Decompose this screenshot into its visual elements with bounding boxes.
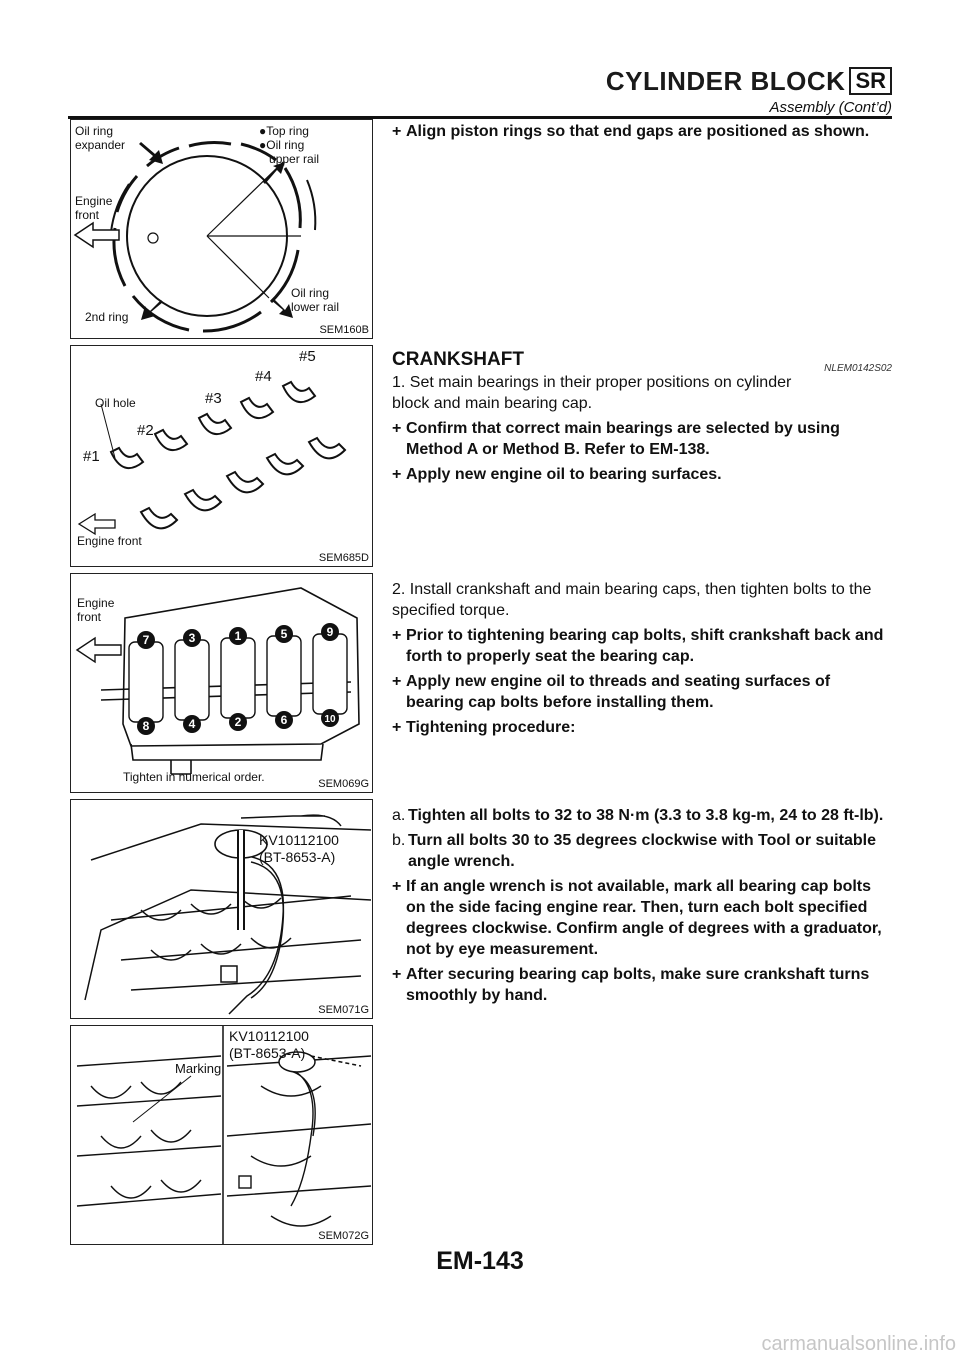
bolt-number: 5 (280, 627, 288, 641)
list-item: + After securing bearing cap bolts, make sure crankshaft turns smoothly by hand. (392, 966, 870, 1004)
section-crankshaft (392, 349, 892, 489)
header-title: CYLINDER BLOCK (605, 66, 846, 96)
bolt-number: 3 (188, 631, 196, 645)
label-oil-ring-expander: Oil ring expander (75, 124, 126, 152)
step-2: 2. Install crankshaft and main bearing caps, then tighten bolts to the specified torque. (392, 581, 872, 619)
label-engine-front: Engine front (77, 534, 142, 548)
label-top-ring: ●Top ring ●Oil ring upper rail (259, 124, 320, 166)
bolt-number: 6 (280, 713, 288, 727)
figure-main-bearings (70, 345, 373, 567)
label-engine-front: Engine front (77, 596, 115, 624)
figure-caption: SEM069G (318, 778, 369, 790)
bolt-number: 1 (234, 629, 242, 643)
list-item: + Apply new engine oil to bearing surfaces. (392, 466, 722, 483)
bolt-number: 9 (326, 625, 334, 639)
page-header (606, 66, 892, 116)
label-bearing-3: #3 (205, 390, 222, 407)
label-oil-hole: Oil hole (95, 396, 136, 410)
list-item: + Prior to tightening bearing cap bolts, shift crankshaft back and forth to properly seat the bearing cap. (392, 627, 884, 665)
watermark: carmanualsonline.info (761, 1333, 956, 1355)
label-tool-number: KV10112100 (BT-8653-A) (259, 832, 339, 865)
figure-caption: SEM160B (319, 324, 369, 336)
page-number: EM-143 (436, 1247, 524, 1275)
reference-code: NLEM0142S02 (824, 363, 892, 374)
figure-caption: SEM071G (318, 1004, 369, 1016)
bolt-number: 8 (142, 719, 150, 733)
label-bearing-1: #1 (83, 448, 100, 465)
figure-tightening-order (70, 573, 373, 793)
label-oil-ring-lower-rail: Oil ring lower rail (291, 286, 340, 314)
sub-step-a: a. Tighten all bolts to 32 to 38 N·m (3.3 to 3.8 kg-m, 24 to 28 ft-lb). (392, 807, 884, 824)
label-bearing-2: #2 (137, 422, 154, 439)
marking-diagram (71, 1026, 372, 1244)
label-marking: Marking (175, 1061, 222, 1076)
figure-marking (70, 1025, 373, 1245)
bolt-number: 7 (142, 633, 150, 647)
cylinder-block-diagram (71, 574, 372, 792)
bolt-number: 10 (324, 714, 336, 725)
list-item: + Align piston rings so that end gaps are positioned as shown. (392, 123, 870, 140)
bolt-number: 2 (234, 715, 242, 729)
section-heading: CRANKSHAFT NLEM0142S02 (392, 349, 892, 370)
list-item: + If an angle wrench is not available, mark all bearing cap bolts on the side facing engine rear. Then, turn each bolt specified degrees clockwise. Confirm angle of degrees with a graduator, not by eye measurement. (392, 878, 882, 958)
section-title (606, 66, 892, 97)
sub-step-b: b. Turn all bolts 30 to 35 degrees clockwise with Tool or suitable angle wrench. (392, 832, 876, 870)
section-step-2 (392, 579, 892, 742)
section-piston-rings (392, 121, 892, 146)
figure-angle-wrench (70, 799, 373, 1019)
label-tool-number: KV10112100 (BT-8653-A) (229, 1028, 309, 1061)
figure-caption: SEM685D (318, 552, 369, 564)
label-2nd-ring: 2nd ring (85, 310, 129, 324)
figure-piston-ring-gaps (70, 119, 373, 339)
bolt-number: 4 (188, 717, 196, 731)
label-tighten-order: Tighten in numerical order. (123, 770, 265, 784)
figure-caption: SEM072G (318, 1230, 369, 1242)
list-item: + Apply new engine oil to threads and seating surfaces of bearing cap bolts before installing them. (392, 673, 831, 711)
list-item: + Confirm that correct main bearings are selected by using Method A or Method B. Refer to EM-138. (392, 420, 840, 458)
step-1: 1. Set main bearings in their proper positions on cylinder block and main bearing cap. (392, 374, 792, 412)
label-bearing-4: #4 (255, 368, 272, 385)
engine-badge: SR (849, 67, 892, 95)
label-engine-front: Engine front (75, 194, 113, 222)
header-subtitle: Assembly (Cont’d) (769, 99, 892, 116)
list-item: + Tightening procedure: (392, 719, 576, 736)
label-bearing-5: #5 (299, 348, 316, 365)
main-bearings-diagram (71, 346, 372, 566)
section-tightening (392, 805, 892, 1010)
